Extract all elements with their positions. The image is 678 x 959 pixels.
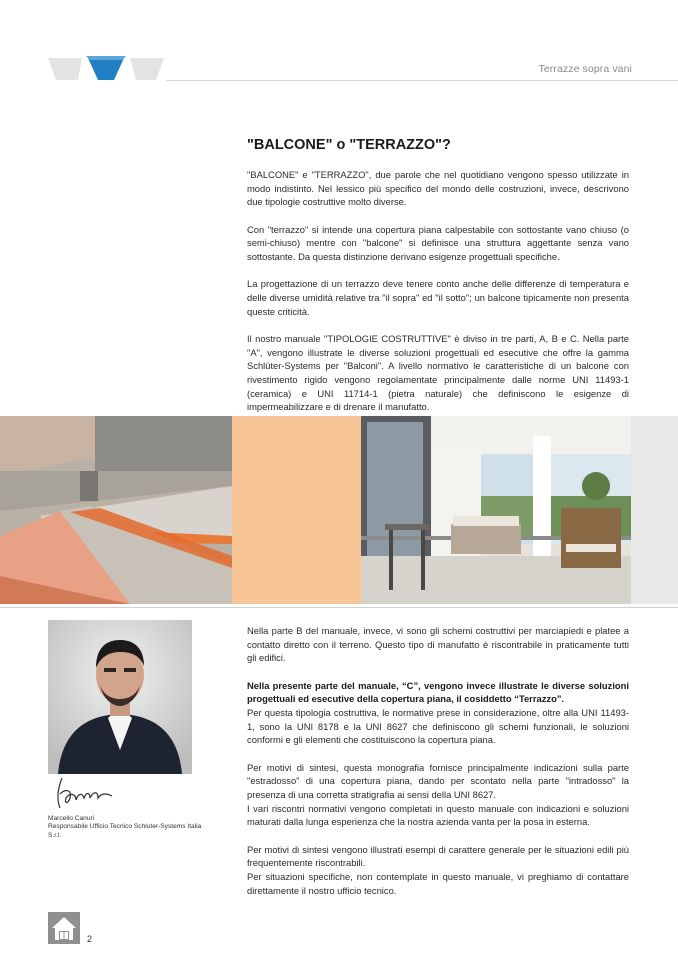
balcony-profile-photo <box>0 416 232 604</box>
highlight-paragraph: Nella presente parte del manuale, “C”, vengono invece illustrate le diverse soluzioni progettuali ed esecutive della copertura piana, il cosiddetto “Terrazzo”. <box>247 679 629 705</box>
page-title: "BALCONE" o "TERRAZZO"? <box>247 137 451 153</box>
body-paragraph: Per motivi di sintesi vengono illustrati esempi di carattere generale per le situazioni edili più frequentemente riscontrabili. <box>247 843 629 869</box>
body-paragraph: Per questa tipologia costruttiva, le normative prese in considerazione, oltre alla UNI 11493-1, sono la UNI 8178 e la UNI 8627 che definiscono gli schemi funzionali, le soluzioni conformi e gli elementi che costituiscono la copertura piana. <box>247 707 629 746</box>
author-name: Marcello Canuri <box>48 815 95 822</box>
author-role: Responsabile Ufficio Tecnico Schluter-Systems Italia <box>48 823 202 831</box>
author-role-cont: S.r.l. <box>48 831 62 839</box>
intro-paragraph: Il nostro manuale "TIPOLOGIE COSTRUTTIVE" è diviso in tre parti, A, B e C. Nella parte "A", vengono illustrate le diverse soluzioni progettuali ed esecutive che offre la gamma Schlüter-Systems per "Balconi". A livello normativo le caratteristiche di un balcone con rivestimento rigido vengono regolamentate principalmente dalle norme UNI 11493-1 (ceramica) e UNI 11714-1 (pietra naturale) che definiscono le esigenze di impermeabilizzare e di drenare il manufatto. <box>247 332 629 413</box>
body-paragraph: Nella parte B del manuale, invece, vi sono gli schemi costruttivi per marciapiedi e platee a contatto diretto con il terreno. Questo tipo di manufatto è riscontrabile in praticamente tutti gli edifici. <box>247 625 629 664</box>
body-paragraph: Per situazioni specifiche, non contemplate in questo manuale, vi preghiamo di contattare direttamente il nostro ufficio tecnico. <box>247 871 629 896</box>
page-number: 2 <box>87 934 93 944</box>
home-icon[interactable] <box>48 912 80 944</box>
author-caption <box>48 815 201 840</box>
author-portrait <box>48 620 192 774</box>
author-signature <box>50 774 120 814</box>
intro-paragraph: "BALCONE" e "TERRAZZO", due parole che nel quotidiano vengono spesso utilizzate in modo indistinto. Nel lessico più specifico del mondo delle costruzioni, invece, descrivono due tipologie costruttive molto diverse. <box>247 169 629 208</box>
gray-strip <box>631 416 678 604</box>
body-paragraph: I vari riscontri normativi vengono completati in questo manuale con indicazioni e soluzioni maturati dalla lunga esperienza che la nostra azienda vanta per la posa in esterna. <box>247 802 629 828</box>
section-title: Terrazze sopra vani <box>538 63 632 75</box>
intro-text <box>247 168 629 428</box>
lower-text <box>247 624 629 911</box>
accent-color-block <box>232 416 361 604</box>
band-rule <box>0 607 678 608</box>
header-rule <box>166 80 678 81</box>
header-tab-decoration <box>48 54 166 82</box>
terrace-photo <box>361 416 631 604</box>
intro-paragraph: Con "terrazzo" si intende una copertura piana calpestabile con sottostante vano chiuso (o semi-chiuso) mentre con "balcone" si definisce una struttura aggettante senza vano sottostante. Da questa distinzione derivano esigenze progettuali specifiche. <box>247 223 629 263</box>
body-paragraph: Per motivi di sintesi, questa monografia fornisce principalmente indicazioni sulla parte "estradosso" di una copertura piana, dando per scontato nella parte "intradosso" la presenza di una corretta stratigrafia ai sensi della UNI 8627. <box>247 761 629 801</box>
intro-paragraph: La progettazione di un terrazzo deve tenere conto anche delle differenze di temperatura e delle diverse umidità relative tra "il sopra" ed "il sotto"; un balcone tipicamente non presenta queste criticità. <box>247 278 629 317</box>
